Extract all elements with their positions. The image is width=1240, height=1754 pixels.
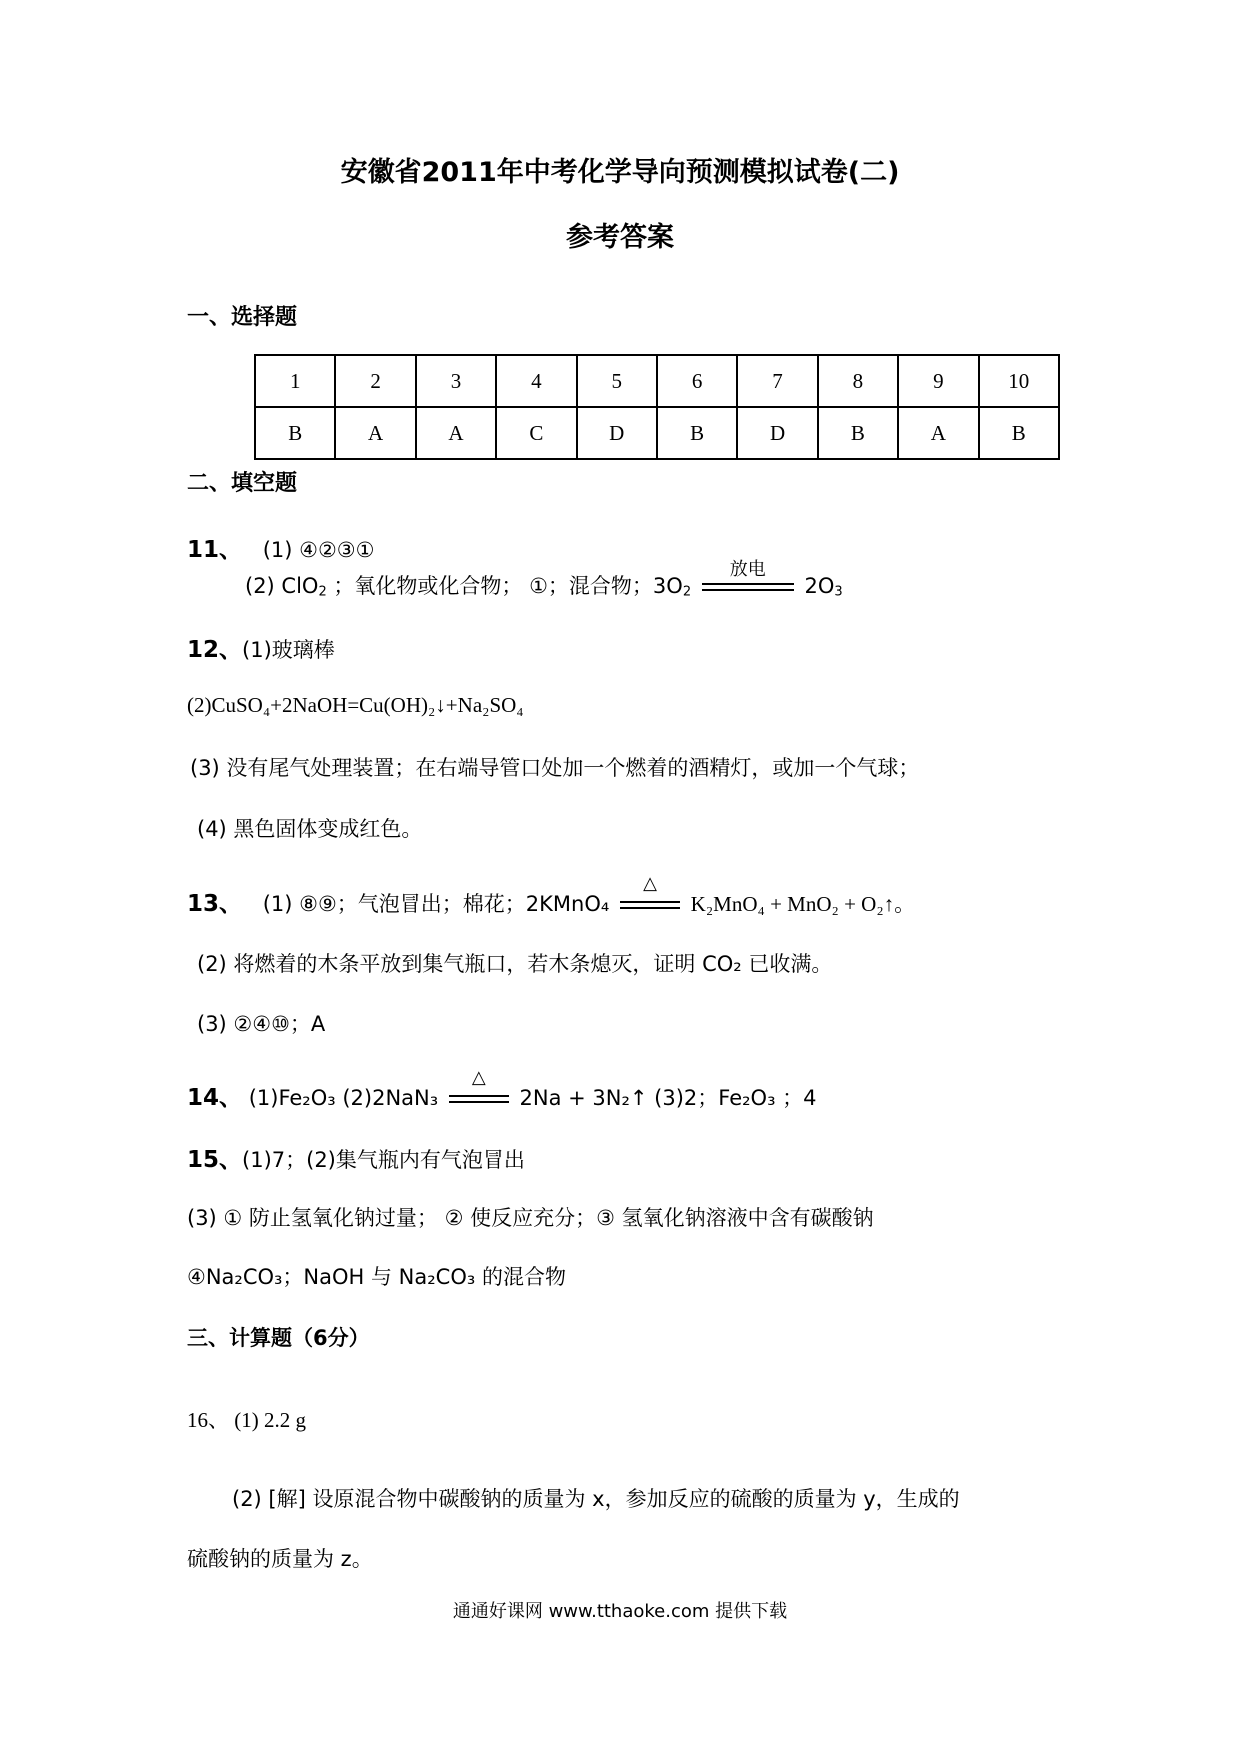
q12-line1 — [187, 631, 335, 664]
question-number: 11、 — [187, 537, 243, 563]
footer-credit: 通通好课网 www.tthaoke.com 提供下载 — [452, 1601, 788, 1622]
table-cell: 5 — [577, 355, 657, 407]
table-cell: C — [496, 407, 576, 459]
table-row-numbers — [255, 355, 1059, 407]
q14-part1b: 2Na + 3N₂↑ (3)2；Fe₂O₃ ；4 — [519, 1086, 817, 1110]
table-cell: 3 — [416, 355, 496, 407]
q12-line3: (3) 没有尾气处理装置；在右端导管口处加一个燃着的酒精灯，或加一个气球； — [190, 756, 920, 780]
q16-line1: 16、 (1) 2.2 g — [187, 1408, 306, 1432]
heat-symbol: △ — [643, 873, 657, 894]
question-number: 14、 — [187, 1085, 243, 1111]
table-cell: 8 — [818, 355, 898, 407]
table-cell: B — [657, 407, 737, 459]
q11-line1 — [187, 531, 374, 564]
question-number: 12、 — [187, 637, 243, 663]
table-cell: B — [255, 407, 335, 459]
table-cell: A — [416, 407, 496, 459]
q15-line1 — [187, 1141, 525, 1174]
document-title: 安徽省2011年中考化学导向预测模拟试卷(二) — [340, 157, 900, 188]
table-cell: A — [898, 407, 978, 459]
subscript: 2 — [318, 584, 327, 600]
table-cell: 10 — [979, 355, 1059, 407]
reaction-condition-arrow — [620, 873, 680, 917]
document-subtitle: 参考答案 — [566, 222, 674, 253]
q13-line3: (3) ②④⑩；A — [197, 1012, 326, 1036]
q11-part1: (1) ④②③① — [262, 538, 375, 562]
table-cell: B — [979, 407, 1059, 459]
q14-part1a: (1)Fe₂O₃ (2)2NaN₃ — [248, 1086, 439, 1110]
table-cell: 4 — [496, 355, 576, 407]
q13-part1a: (1) ⑧⑨；气泡冒出；棉花；2KMnO₄ — [262, 892, 610, 916]
q14-line1 — [187, 1067, 817, 1112]
q11-part2-text: 2O — [804, 574, 835, 598]
table-cell: 1 — [255, 355, 335, 407]
q15-line3: ④Na₂CO₃；NaOH 与 Na₂CO₃ 的混合物 — [187, 1265, 566, 1289]
q11-line2 — [245, 559, 843, 600]
table-cell: B — [818, 407, 898, 459]
q12-line4: (4) 黑色固体变成红色。 — [197, 817, 423, 841]
q16-line2: (2) [解] 设原混合物中碳酸钠的质量为 x，参加反应的硫酸的质量为 y，生成的 — [232, 1487, 960, 1511]
q11-part2-text: (2) ClO — [245, 574, 319, 598]
table-cell: 2 — [335, 355, 415, 407]
q12-part1: (1)玻璃棒 — [242, 638, 335, 662]
q13-part1b: K₂MnO₄ + MnO₂ + O₂↑。 — [690, 892, 916, 916]
section-heading-fill: 二、填空题 — [187, 471, 298, 496]
question-number: 15、 — [187, 1147, 243, 1173]
subscript: 3 — [834, 584, 843, 600]
q15-part1: (1)7；(2)集气瓶内有气泡冒出 — [242, 1148, 525, 1172]
table-cell: A — [335, 407, 415, 459]
table-row-answers — [255, 407, 1059, 459]
reaction-condition-arrow — [702, 559, 794, 599]
reaction-condition-label: 放电 — [729, 559, 766, 580]
q11-part2-text: ；氧化物或化合物； ①；混合物；3O — [333, 574, 683, 598]
table-cell: 7 — [737, 355, 817, 407]
section-heading-choice: 一、选择题 — [187, 305, 298, 330]
q15-line2: (3) ① 防止氢氧化钠过量； ② 使反应充分；③ 氢氧化钠溶液中含有碳酸钠 — [187, 1206, 874, 1230]
section-heading-calc: 三、计算题（6分） — [187, 1326, 370, 1350]
answer-table — [254, 354, 1060, 460]
table-cell: 6 — [657, 355, 737, 407]
subscript: 2 — [682, 584, 692, 600]
table-cell: D — [737, 407, 817, 459]
table-cell: 9 — [898, 355, 978, 407]
q12-line2: (2)CuSO₄+2NaOH=Cu(OH)₂↓+Na₂SO₄ — [187, 693, 524, 717]
q13-line2: (2) 将燃着的木条平放到集气瓶口，若木条熄灭，证明 CO₂ 已收满。 — [197, 952, 833, 976]
table-cell: D — [577, 407, 657, 459]
q13-line1 — [187, 873, 916, 918]
question-number: 13、 — [187, 891, 243, 917]
q16-line3: 硫酸钠的质量为 z。 — [187, 1547, 373, 1571]
heat-symbol: △ — [471, 1067, 486, 1088]
reaction-condition-arrow — [449, 1067, 509, 1111]
